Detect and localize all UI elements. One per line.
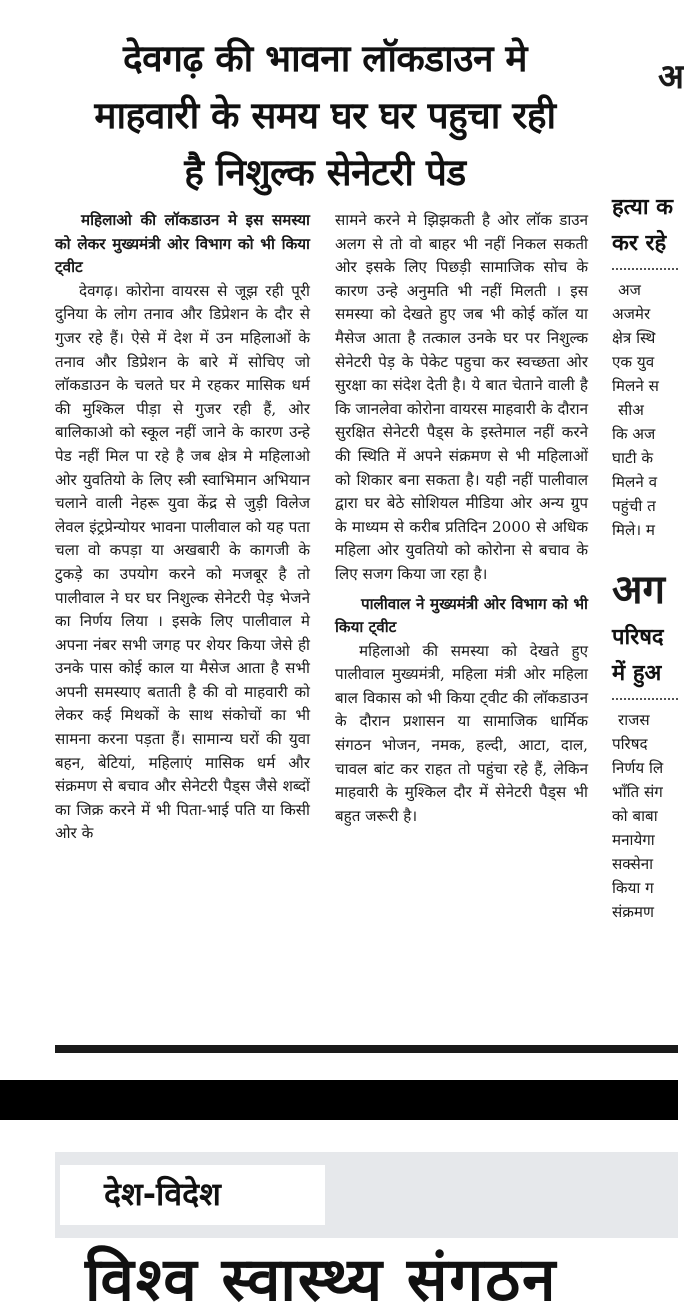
right-headline2-line-1: परिषद [612,625,664,650]
right-body-line: परिषद [612,735,648,753]
right-headline-line-2: कर रहे [612,231,667,256]
right-body-line: मिलने व [612,473,658,491]
page-gap-band [0,1080,678,1120]
article-body-3: महिलाओ की समस्या को देखते हुए पालीवाल मुख्यमंत्री, महिला मंत्री ओर महिला बाल विकास को भी किया ट्वीट की लॉकडाउन के दौरान प्रशासन या सामाजिक धार्मिक संगठन भोजन, नमक, हल्दी, आटा, दाल, चावल बांट कर राहत तो पहुंचा रहे हैं, लेकिन माहवारी के मुश्किल दौर में सेनेटरी पैड्स भी बहुत जरूरी है। [335,641,588,825]
article-column-2 [335,209,588,828]
page-bottom-rule [55,1045,678,1053]
right-body-line: किया ग [612,879,654,897]
right-body-line: पहुंची त [612,497,656,515]
right-body-line: घाटी के [612,449,653,467]
right-body-line: को बाबा [612,807,658,825]
right-body-line: राजस [618,711,650,729]
article-body-1: देवगढ़। कोरोना वायरस से जूझ रही पूरी दुनिया के लोग तनाव और डिप्रेशन के दौर से गुजर रहे हैं। ऐसे में देश में उन महिलाओं के तनाव और डिप्रेशन के बारे में सोचिए जो लॉकडाउन के चलते घर मे रहकर मासिक धर्म की मुश्किल पीड़ा से गुजर रही हैं, ओर बालिकाओ को स्कूल नहीं जाने के कारण उन्हे पेड नहीं मिल पा रहे है जब क्षेत्र मे महिलाओ ओर युवतियो के लिए स्त्री स्वाभिमान अभियान चलाने वाली नेहरू युवा केंद्र से जुड़ी विलेज लेवल इंट्रप्रेन्योयर भावना पालीवाल को यह पता चला वो कपड़ा या अखबारी के कागजी के टुकड़े का उपयोग करने को मजबूर है तो पालीवाल ने घर घर निशुल्क सेनेटरी पेड़ भेजने का निर्णय लिया । इसके लिए पालीवाल मे अपना नंबर सभी जगह पर शेयर किया जेसे ही उनके पास कोई काल या मैसेज आता है सभी अपनी समस्याए बताती है की वो माहवारी को लेकर कई मिथकों के साथ संकोचों का भी सामना करना पड़ता हैं। सामान्य घरों की युवा बहन, बेटियां, महिलाएं मासिक धर्म और संक्रमण से बचाव और सेनेटरी पैड्स जैसे शब्दों का जिक्र करने में भी पिता-भाई पति या किसी ओर के [55,281,310,843]
next-headline-text: विश्व स्वास्थ्य संगठन [85,1245,558,1315]
right-body-line: सक्सेना [612,855,654,873]
headline-line-2: माहवारी के समय घर घर पहुचा रही [94,94,556,137]
right-top-fragment: अ [658,57,684,97]
right-big-heading: अग [612,567,666,613]
dotted-divider [612,268,678,270]
right-body-line: निर्णय लि [612,759,664,777]
article-subhead: महिलाओ की लॉकडाउन मे इस समस्या को लेकर मुख्यमंत्री ओर विभाग को भी किया ट्वीट [55,211,310,277]
section-label: देश-विदेश [104,1175,221,1213]
article-headline [40,30,610,201]
right-body-line: मिलने स [612,377,659,395]
right-body-line: कि अज [612,425,656,443]
right-headline2-line-2: में हुअ [612,661,662,686]
right-body-line: क्षेत्र स्थि [612,329,656,347]
right-column-articles [612,190,678,924]
right-body-line: एक युव [612,353,655,371]
article-body-2: सामने करने मे झिझकती है ओर लॉक डाउन अलग से तो वो बाहर भी नहीं निकल सकती ओर इसके लिए पिछड़ी सामाजिक सोच के कारण उन्हे अनुमति भी नहीं मिलती । इस समस्या को देखते हुए जब भी कोई कॉल या मैसेज आता है तत्काल उनके घर पर निशुल्क सेनेटरी पेड़ के पेकेट पहुचा कर स्वच्छता ओर सुरक्षा का संदेश देती है। ये बात चेताने वाली है कि जानलेवा कोरोना वायरस माहवारी के दौरान सुरक्षित सेनेटरी पैड्स के इस्तेमाल नहीं करने की स्थिति में अपने संक्रमण से भी महिलाओं को शिकार बना सकता है। यही नहीं पालीवाल द्वारा घर बेठे सोशियल मीडिया ओर अन्य ग्रुप के माध्यम से करीब प्रतिदिन 2000 से अधिक महिला ओर युवतियो को कोरोना से बचाव के लिए सजग किया जा रहा है। [335,211,588,583]
right-body-line: मनायेगा [612,831,655,849]
right-body-line: अज [618,281,641,299]
right-body-line: भाँति संग [612,783,663,801]
right-body-line: मिले। म [612,521,655,539]
right-body-line: अजमेर [612,305,651,323]
right-body-line: संक्रमण [612,903,654,921]
dotted-divider [612,698,678,700]
headline-line-3: है निशुल्क सेनेटरी पेड [184,151,466,194]
article-subhead-2: पालीवाल ने मुख्यमंत्री ओर विभाग को भी किया ट्वीट [335,594,588,637]
right-body-line: सीअ [618,401,644,419]
headline-line-1: देवगढ़ की भावना लॉकडाउन मे [122,37,528,80]
next-headline-fragment [85,1245,675,1315]
right-headline-line-1: हत्या क [612,195,674,220]
article-column-1 [55,209,310,846]
